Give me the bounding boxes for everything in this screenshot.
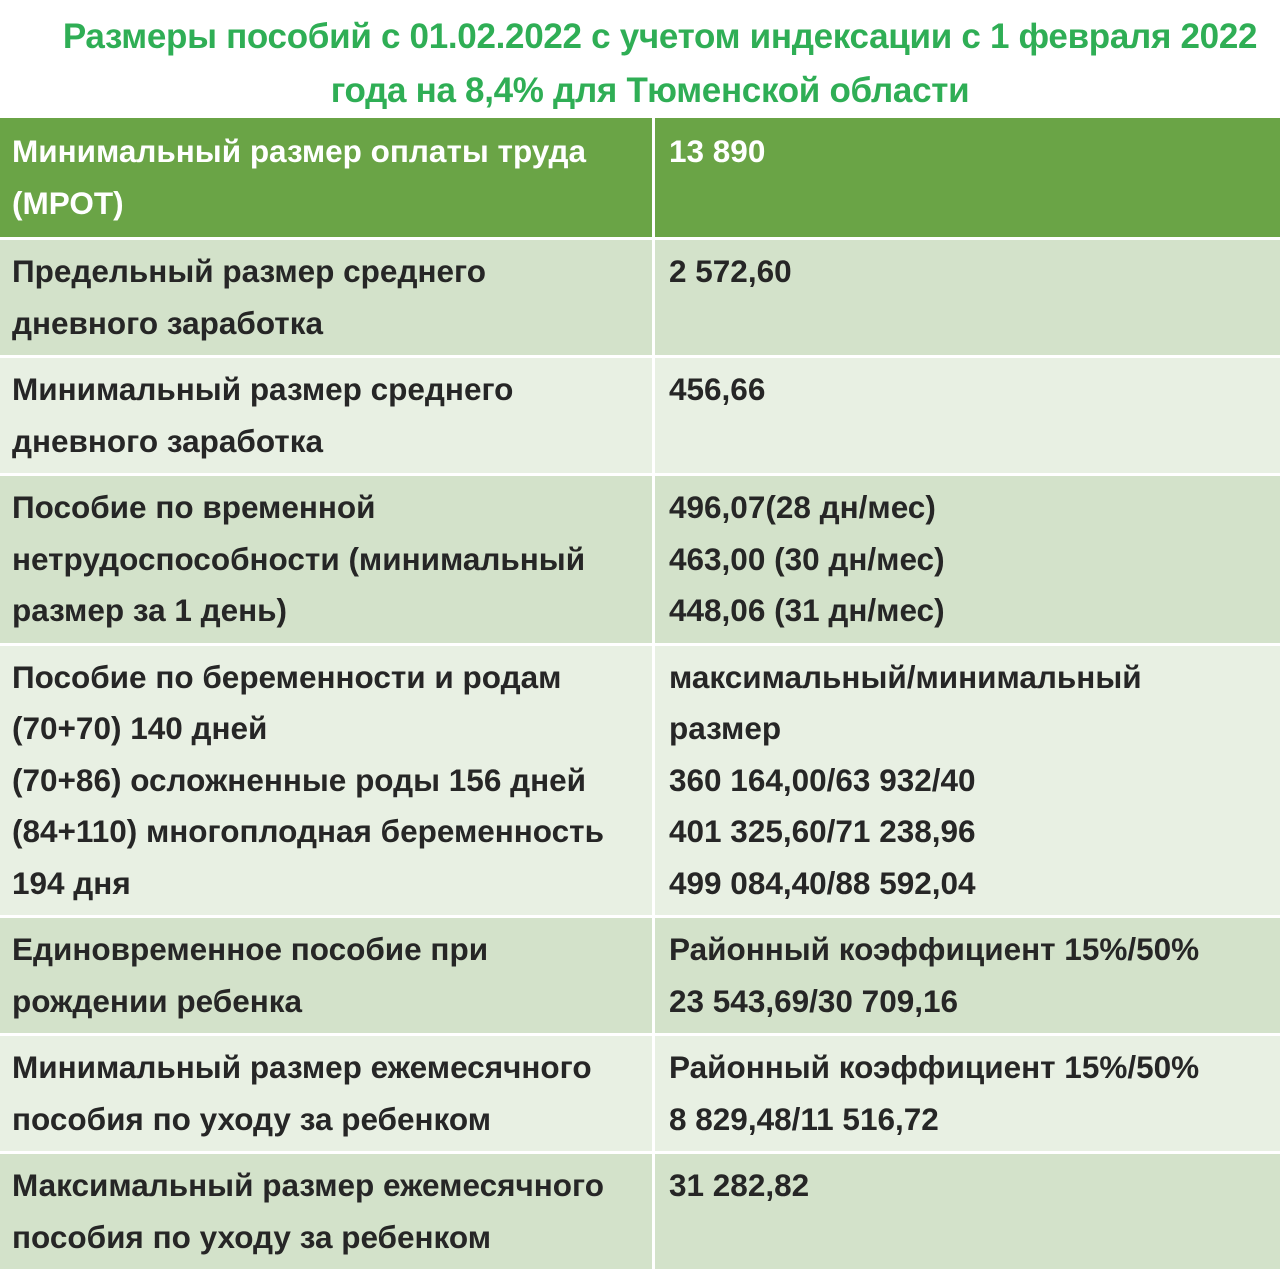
value-line: 499 084,40/88 592,04 xyxy=(669,864,976,901)
label-line: дневного заработка xyxy=(12,304,324,341)
value-line: 13 890 xyxy=(669,133,766,169)
row-value-cell xyxy=(655,918,1280,1033)
row-label-cell xyxy=(0,918,655,1033)
label-line: пособия по уходу за ребенком xyxy=(12,1218,492,1255)
label-line: дневного заработка xyxy=(12,422,324,459)
value-line: 456,66 xyxy=(669,371,766,407)
label-line: Минимальный размер оплаты труда xyxy=(12,133,587,169)
table-row xyxy=(0,643,1280,916)
row-value-cell xyxy=(655,1036,1280,1151)
benefits-table xyxy=(0,118,1280,1269)
label-line: (70+86) осложненные роды 156 дней xyxy=(12,761,586,798)
row-label-cell xyxy=(0,358,655,473)
label-line: 194 дня xyxy=(12,864,131,901)
label-line: Минимальный размер ежемесячного xyxy=(12,1049,592,1085)
row-label-cell xyxy=(0,646,655,916)
label-line: Предельный размер среднего xyxy=(12,253,486,289)
row-value-cell xyxy=(655,240,1280,355)
label-line: Пособие по временной xyxy=(12,489,376,525)
table-row xyxy=(0,915,1280,1033)
label-line: Максимальный размер ежемесячного xyxy=(12,1167,604,1203)
row-value-cell xyxy=(655,118,1280,237)
value-line: максимальный/минимальный xyxy=(669,658,1142,695)
label-line: пособия по уходу за ребенком xyxy=(12,1100,492,1137)
title-line-2: года на 8,4% для Тюменской области xyxy=(330,71,970,110)
row-label-cell xyxy=(0,240,655,355)
table-row xyxy=(0,237,1280,355)
label-line: размер за 1 день) xyxy=(12,592,288,628)
row-label-cell xyxy=(0,1036,655,1151)
row-label-cell xyxy=(0,1154,655,1269)
label-line: (МРОТ) xyxy=(12,184,124,221)
value-line: Районный коэффициент 15%/50% xyxy=(669,931,1200,967)
title-line-1: Размеры пособий с 01.02.2022 с учетом индексации с 1 февраля 2022 xyxy=(62,17,1258,56)
row-label-cell xyxy=(0,118,655,237)
label-line: (84+110) многоплодная беременность xyxy=(12,813,604,849)
row-label-cell xyxy=(0,476,655,643)
value-line: 448,06 (31 дн/мес) xyxy=(669,592,945,628)
value-line: 360 164,00/63 932/40 xyxy=(669,761,976,798)
label-line: рождении ребенка xyxy=(12,982,303,1019)
value-line: 23 543,69/30 709,16 xyxy=(669,982,959,1019)
label-line: нетрудоспособности (минимальный xyxy=(12,540,586,577)
table-row xyxy=(0,473,1280,643)
row-value-cell xyxy=(655,476,1280,643)
row-value-cell xyxy=(655,1154,1280,1269)
value-line: Районный коэффициент 15%/50% xyxy=(669,1049,1200,1085)
page-title xyxy=(0,10,1280,118)
value-line: 496,07(28 дн/мес) xyxy=(669,489,936,525)
table-row xyxy=(0,1033,1280,1151)
label-line: Пособие по беременности и родам xyxy=(12,658,562,695)
value-line: размер xyxy=(669,710,782,746)
row-value-cell xyxy=(655,358,1280,473)
value-line: 31 282,82 xyxy=(669,1167,810,1203)
value-line: 401 325,60/71 238,96 xyxy=(669,813,976,849)
value-line: 463,00 (30 дн/мес) xyxy=(669,540,945,577)
value-line: 2 572,60 xyxy=(669,253,792,289)
table-row xyxy=(0,355,1280,473)
label-line: Минимальный размер среднего xyxy=(12,371,514,407)
table-header-row xyxy=(0,118,1280,237)
label-line: (70+70) 140 дней xyxy=(12,710,268,746)
table-row xyxy=(0,1151,1280,1269)
value-line: 8 829,48/11 516,72 xyxy=(669,1100,939,1137)
row-value-cell xyxy=(655,646,1280,916)
label-line: Единовременное пособие при xyxy=(12,931,489,967)
